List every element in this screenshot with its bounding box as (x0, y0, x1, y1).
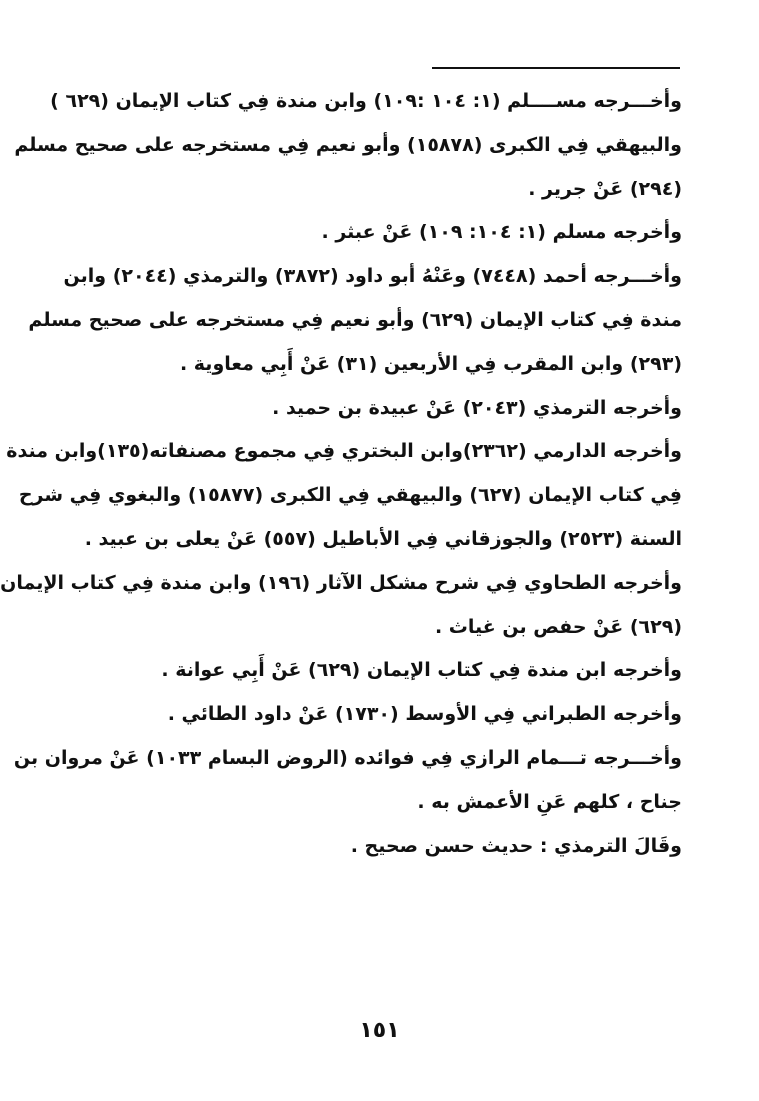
text-line: وأخـــرجه تـــمام الرازي فِي فوائده (الروض البسام ١٠٣٣) عَنْ مروان بن (13, 746, 682, 769)
page-number: ١٥١ (359, 1018, 400, 1043)
text-line: وأخـــرجه مســــلم (١: ١٠٤ :١٠٩) وابن مندة فِي كتاب الإيمان (٦٢٩ ) (50, 90, 682, 112)
text-line: (٢٩٤) عَنْ جرير . (528, 177, 682, 200)
text-line: وقَالَ الترمذي : حديث حسن صحيح . (350, 834, 682, 857)
text-line: وأخـــرجه أحمد (٧٤٤٨) وعَنْهُ أبو داود (٣٨٧٢) والترمذي (٢٠٤٤) وابن (63, 265, 682, 288)
text-line: جناح ، كلهم عَنِ الأعمش به . (417, 790, 682, 813)
text-line: وأخرجه ابن مندة فِي كتاب الإيمان (٦٢٩) عَنْ أَبِي عوانة . (161, 659, 682, 682)
text-line: وأخرجه الترمذي (٢٠٤٣) عَنْ عبيدة بن حميد . (272, 396, 682, 419)
text-line: (٦٢٩) عَنْ حفص بن غياث . (434, 615, 682, 638)
text-line: فِي كتاب الإيمان (٦٢٧) والبيهقي فِي الكبرى (١٥٨٧٧) والبغوي فِي شرح (18, 484, 682, 507)
text-line: مندة فِي كتاب الإيمان (٦٢٩) وأبو نعيم فِي مستخرجه على صحيح مسلم (28, 308, 682, 331)
footnote-separator-rule (432, 67, 680, 69)
footnote-text-block (0, 80, 682, 868)
text-line: (٢٩٣) وابن المقرب فِي الأربعين (٣١) عَنْ أَبِي معاوية . (179, 352, 682, 375)
text-line: وأخرجه الدارمي (٢٣٦٢)وابن البختري فِي مجموع مصنفاته(١٣٥)وابن مندة (6, 440, 682, 463)
text-line: وأخرجه الطبراني فِي الأوسط (١٧٣٠) عَنْ داود الطائي . (167, 703, 682, 726)
text-line: والبيهقي فِي الكبرى (١٥٨٧٨) وأبو نعيم فِي مستخرجه على صحيح مسلم (14, 133, 682, 156)
text-line: وأخرجه مسلم (١: ١٠٤: ١٠٩) عَنْ عبثر . (321, 221, 682, 244)
text-line: السنة (٢٥٢٣) والجوزقاني فِي الأباطيل (٥٥٧) عَنْ يعلى بن عبيد . (84, 527, 682, 550)
text-line: وأخرجه الطحاوي فِي شرح مشكل الآثار (١٩٦) وابن مندة فِي كتاب الإيمان (0, 571, 682, 594)
